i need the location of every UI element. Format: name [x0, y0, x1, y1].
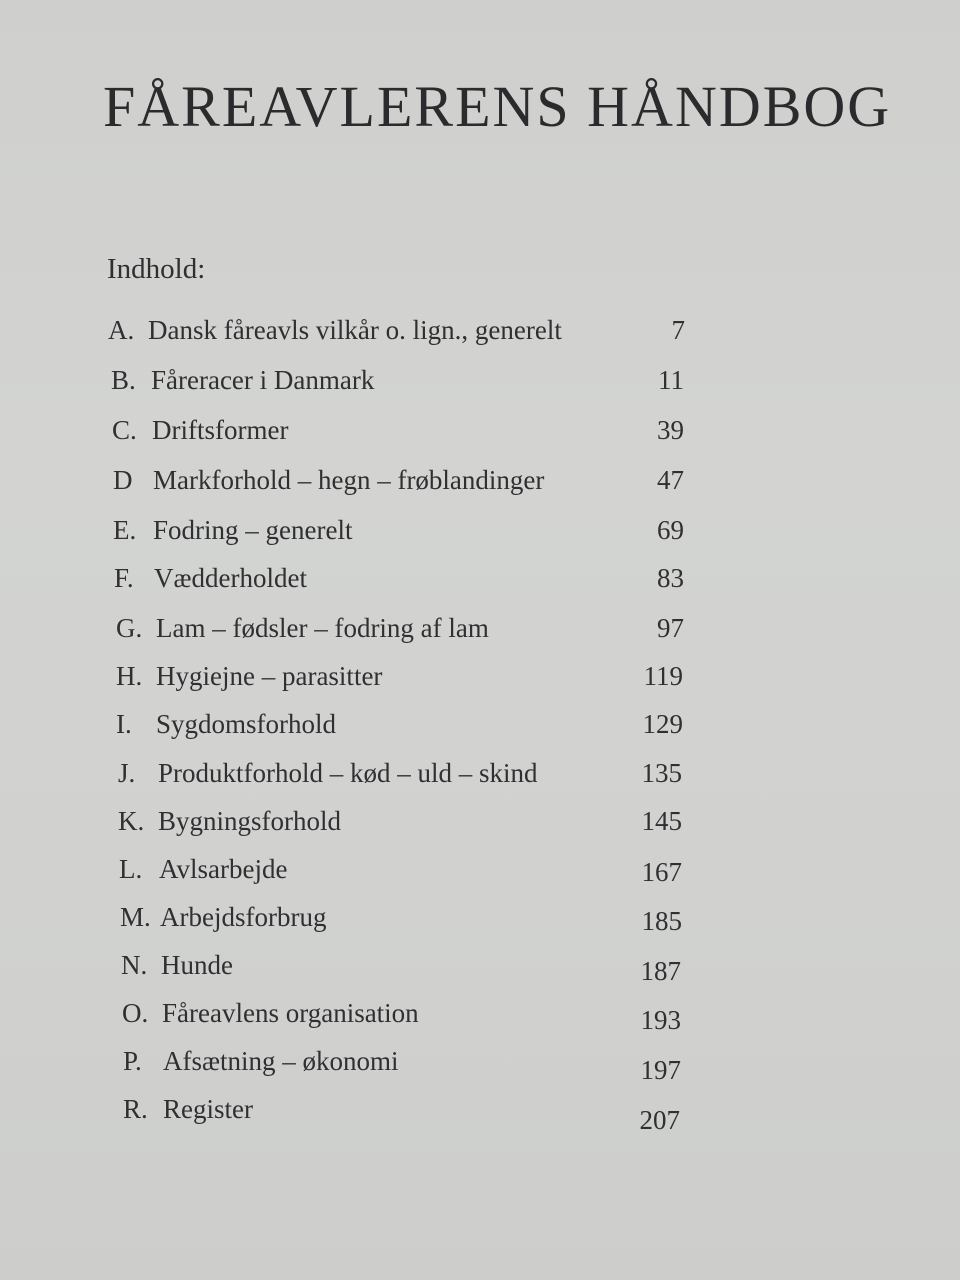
- toc-chapter-title: Hygiejne – parasitter: [156, 661, 383, 691]
- toc-chapter-letter: O.: [122, 998, 149, 1028]
- toc-row: [118, 753, 682, 793]
- toc-chapter-title: Fåreracer i Danmark: [151, 365, 375, 395]
- toc-row: [112, 410, 684, 450]
- toc-chapter-letter: G.: [116, 613, 143, 643]
- toc-chapter-title: Produktforhold – kød – uld – skind: [158, 758, 538, 788]
- book-title: FÅREAVLERENS HÅNDBOG: [103, 74, 892, 139]
- toc-page-number: 97: [657, 613, 684, 643]
- toc-chapter-letter: N.: [121, 950, 148, 980]
- toc-row: [114, 558, 684, 598]
- toc-row: [119, 849, 682, 889]
- toc-chapter-letter: F.: [114, 563, 134, 593]
- toc-chapter-title: Lam – fødsler – fodring af lam: [156, 613, 489, 643]
- toc-chapter-title: Register: [163, 1094, 253, 1124]
- toc-page-number: 135: [641, 758, 682, 788]
- toc-row: [123, 1089, 680, 1135]
- toc-chapter-letter: E.: [113, 515, 137, 545]
- toc-chapter-letter: P.: [123, 1046, 142, 1076]
- toc-chapter-title: Avlsarbejde: [159, 854, 288, 884]
- toc-page-number: 185: [641, 906, 682, 936]
- toc-row: [116, 656, 683, 696]
- toc-chapter-title: Fåreavlens organisation: [162, 998, 419, 1028]
- toc-chapter-letter: M.: [120, 902, 151, 932]
- toc-page-number: 187: [640, 956, 681, 986]
- toc-page-number: 11: [658, 365, 684, 395]
- toc-page-number: 193: [640, 1005, 681, 1035]
- toc-page-number: 69: [657, 515, 684, 545]
- toc-row: [116, 704, 683, 744]
- toc-chapter-letter: R.: [123, 1094, 148, 1124]
- toc-row: [120, 897, 682, 937]
- toc-chapter-title: Afsætning – økonomi: [163, 1046, 399, 1076]
- toc-chapter-title: Dansk fåreavls vilkår o. lign., generelt: [148, 315, 562, 345]
- toc-chapter-title: Driftsformer: [152, 415, 289, 445]
- toc-chapter-title: Fodring – generelt: [153, 515, 353, 545]
- toc-page-number: 47: [657, 465, 684, 495]
- toc-page-number: 119: [643, 661, 683, 691]
- toc-chapter-title: Markforhold – hegn – frøblandinger: [153, 465, 545, 495]
- toc-chapter-letter: C.: [112, 415, 137, 445]
- toc-page-number: 7: [671, 315, 685, 345]
- toc-row: [118, 801, 682, 841]
- toc-chapter-letter: L.: [119, 854, 143, 884]
- toc-page-number: 197: [640, 1055, 681, 1085]
- toc-chapter-title: Bygningsforhold: [158, 806, 342, 836]
- toc-chapter-letter: H.: [116, 661, 143, 691]
- toc-row: [122, 993, 681, 1033]
- contents-heading: Indhold:: [107, 253, 206, 285]
- toc-row: [108, 310, 685, 350]
- toc-page-number: 145: [641, 806, 682, 836]
- toc-chapter-letter: D: [113, 465, 133, 495]
- toc-page-number: 129: [642, 709, 683, 739]
- toc-page-number: 39: [657, 415, 684, 445]
- toc-chapter-letter: A.: [108, 315, 135, 345]
- toc-page-number: 167: [641, 857, 682, 887]
- toc-row: [113, 510, 684, 550]
- toc-chapter-letter: B.: [111, 365, 136, 395]
- toc-row: [111, 360, 684, 400]
- toc-page-number: 207: [639, 1105, 680, 1135]
- toc-chapter-title: Arbejdsforbrug: [160, 902, 327, 932]
- toc-row: [113, 460, 684, 500]
- toc-chapter-title: Sygdomsforhold: [156, 709, 337, 739]
- toc-row: [116, 608, 684, 648]
- toc-chapter-letter: K.: [118, 806, 145, 836]
- toc-chapter-letter: J.: [118, 758, 136, 788]
- toc-page-number: 83: [657, 563, 684, 593]
- toc-chapter-letter: I.: [116, 709, 132, 739]
- toc-chapter-title: Hunde: [161, 950, 233, 980]
- toc-row: [123, 1041, 681, 1085]
- toc-chapter-title: Vædderholdet: [154, 563, 307, 593]
- toc-row: [121, 945, 681, 985]
